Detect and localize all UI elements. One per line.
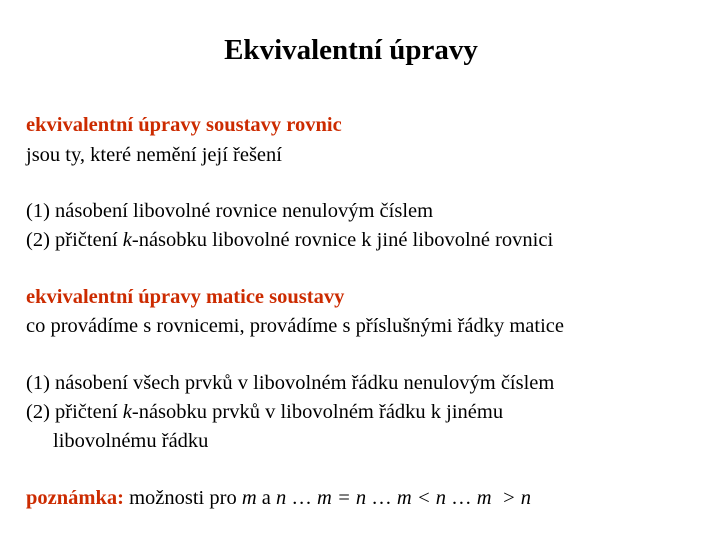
- section1-item-2: [26, 230, 553, 251]
- note-var-m: m: [241, 487, 257, 509]
- note-label: poznámka:: [26, 487, 124, 509]
- section2-text: co provádíme s rovnicemi, provádíme s příslušnými řádky matice: [26, 315, 564, 337]
- note-sep: …: [446, 487, 477, 509]
- section2-heading: ekvivalentní úpravy matice soustavy: [26, 286, 345, 308]
- note-var-n: n: [276, 487, 287, 509]
- section1-item-1: (1) násobení libovolné rovnice nenulovým číslem: [26, 200, 434, 222]
- section2-item-2-continuation: libovolnému řádku: [53, 430, 209, 452]
- note-case-greater: m > n: [476, 487, 532, 509]
- item-prefix: (2) přičtení: [26, 401, 123, 423]
- section1-heading: ekvivalentní úpravy soustavy rovnic: [26, 114, 342, 136]
- page-title: Ekvivalentní úpravy: [224, 34, 478, 66]
- note-case-less: m < n: [396, 487, 447, 509]
- section1-text: jsou ty, které nemění její řešení: [26, 144, 282, 166]
- note-case-equal: m = n: [317, 487, 367, 509]
- item-suffix: -násobku prvků v libovolném řádku k jinému: [131, 401, 504, 423]
- item-prefix: (2) přičtení: [26, 229, 123, 251]
- note-sep: …: [286, 487, 318, 509]
- section2-item-2: [26, 402, 503, 423]
- item-variable: k: [122, 229, 132, 251]
- item-suffix: -násobku libovolné rovnice k jiné libovolné rovnici: [131, 229, 554, 251]
- section2-item-1: (1) násobení všech prvků v libovolném řádku nenulovým číslem: [26, 372, 555, 394]
- note-intro: možnosti pro: [123, 487, 242, 509]
- note-sep: …: [366, 487, 397, 509]
- note-line: [26, 488, 531, 509]
- item-variable: k: [122, 401, 132, 423]
- note-and: a: [256, 487, 277, 509]
